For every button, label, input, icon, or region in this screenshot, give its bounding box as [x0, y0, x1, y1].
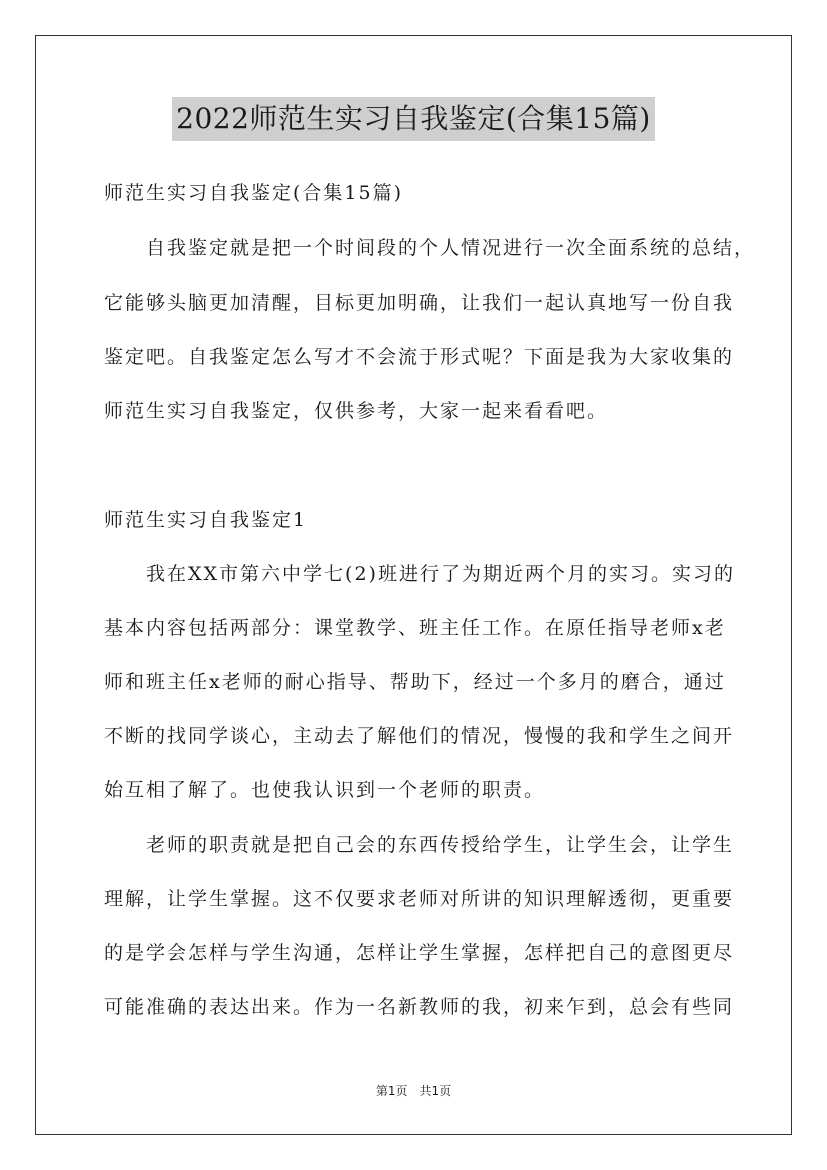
paragraph1-line: 不断的找同学谈心，主动去了解他们的情况，慢慢的我和学生之间开: [104, 725, 735, 747]
page-footer: 第1页 共1页: [375, 1084, 452, 1098]
paragraph1-line: 始互相了解了。也使我认识到一个老师的职责。: [104, 779, 546, 801]
paragraph2-line: 理解，让学生掌握。这不仅要求老师对所讲的知识理解透彻，更重要: [104, 888, 735, 910]
paragraph1-line: 我在XX市第六中学七(2)班进行了为期近两个月的实习。实习的: [104, 563, 735, 585]
section-heading: 师范生实习自我鉴定1: [104, 509, 308, 531]
paragraph2-line: 老师的职责就是把自己会的东西传授给学生，让学生会，让学生: [104, 834, 735, 856]
paragraph1-line: 师和班主任x老师的耐心指导、帮助下，经过一个多月的磨合，通过: [104, 671, 726, 693]
title-container: [0, 97, 827, 141]
intro-line: 它能够头脑更加清醒，目标更加明确，让我们一起认真地写一份自我: [104, 292, 735, 314]
paragraph2-line: 的是学会怎样与学生沟通，怎样让学生掌握，怎样把自己的意图更尽: [104, 942, 735, 964]
document-title: 2022师范生实习自我鉴定(合集15篇): [172, 97, 655, 141]
paragraph2-line: 可能准确的表达出来。作为一名新教师的我，初来乍到，总会有些同: [104, 996, 735, 1018]
document-subtitle: 师范生实习自我鉴定(合集15篇): [104, 182, 404, 204]
intro-line: 鉴定吧。自我鉴定怎么写才不会流于形式呢？下面是我为大家收集的: [104, 346, 735, 368]
intro-line: 自我鉴定就是把一个时间段的个人情况进行一次全面系统的总结，: [104, 237, 756, 259]
paragraph1-line: 基本内容包括两部分：课堂教学、班主任工作。在原任指导老师x老: [104, 617, 726, 639]
intro-line: 师范生实习自我鉴定，仅供参考，大家一起来看看吧。: [104, 400, 609, 422]
